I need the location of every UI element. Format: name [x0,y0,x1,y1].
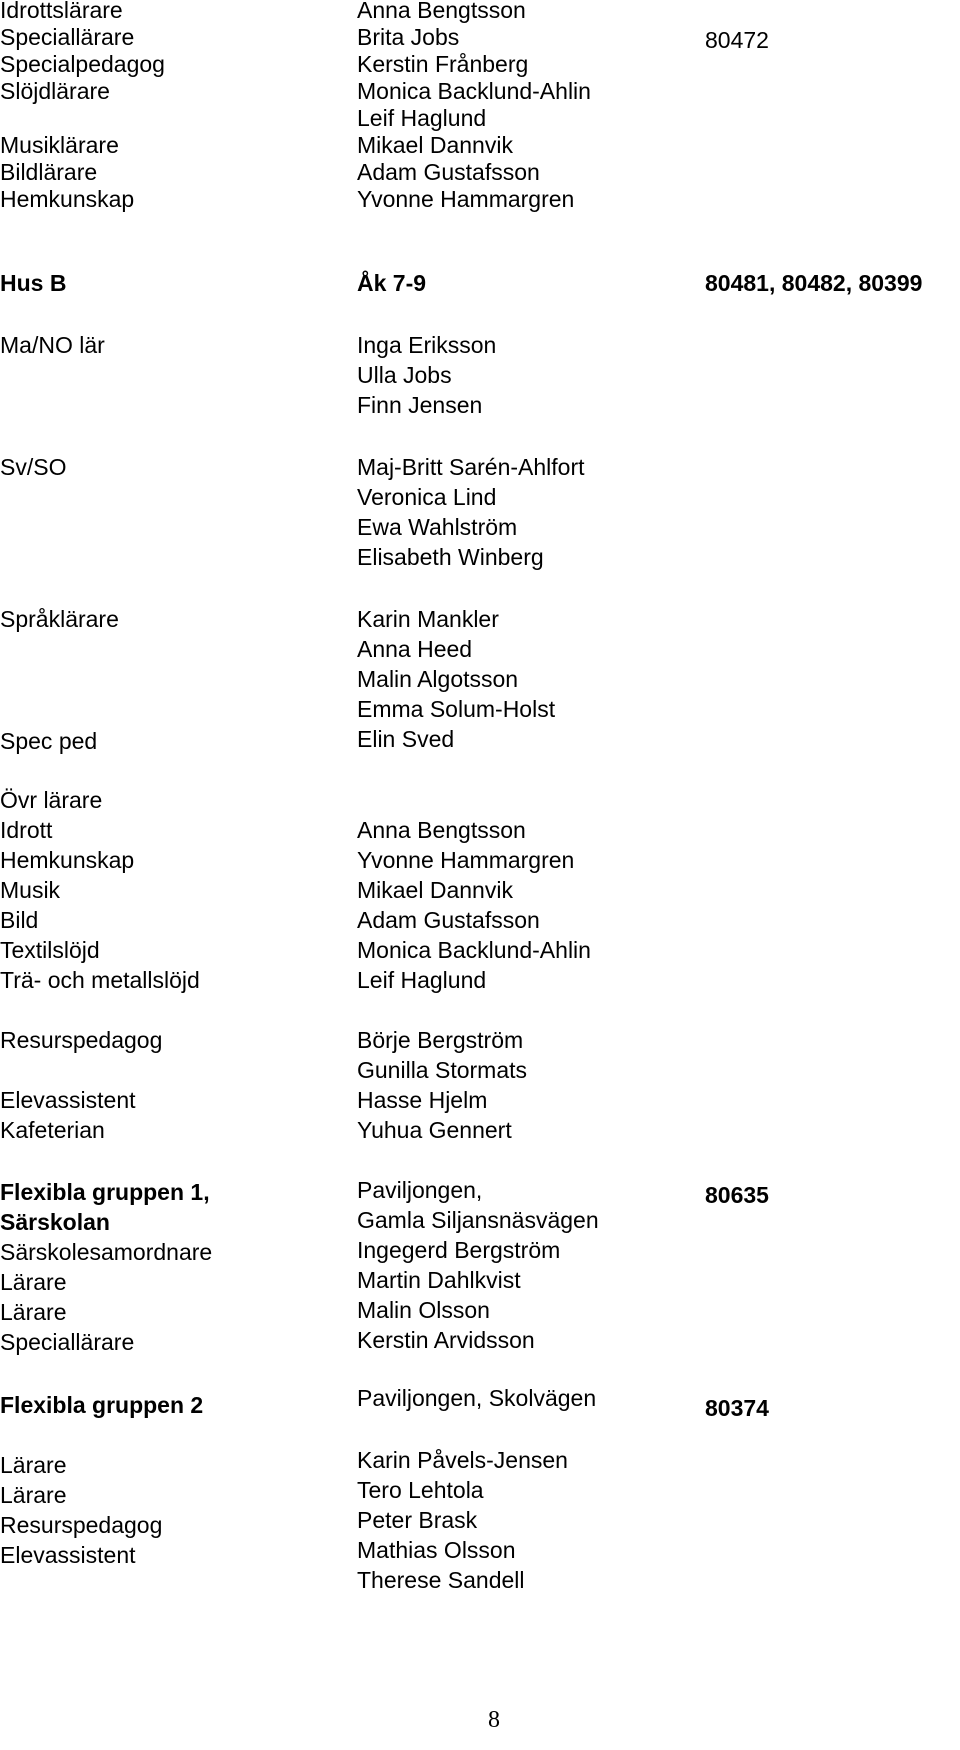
role: Resurspedagog [0,1027,163,1053]
person-name: Peter Brask [357,1507,478,1533]
role: Specialpedagog [0,51,165,77]
person-name: Gunilla Stormats [357,1057,528,1083]
person-name: Leif Haglund [357,105,487,131]
person-name: Mikael Dannvik [357,132,513,158]
role: Spec ped [0,728,98,754]
page-number: 8 [488,1707,500,1733]
person-name: Elin Sved [357,726,455,752]
role: Slöjdlärare [0,78,110,104]
person-name: Ulla Jobs [357,362,452,388]
person-name: Kerstin Arvidsson [357,1327,535,1353]
role: Lärare [0,1482,67,1508]
role: Speciallärare [0,24,135,50]
person-name: Anna Bengtsson [357,817,526,843]
person-name: Karin Påvels-Jensen [357,1447,568,1473]
location: Gamla Siljansnäsvägen [357,1207,599,1233]
group-title: Flexibla gruppen 2 [0,1392,204,1418]
section-heading: Övr lärare [0,787,103,813]
phone-number: 80374 [705,1395,769,1421]
person-name: Mikael Dannvik [357,877,513,903]
person-name: Monica Backlund-Ahlin [357,78,591,104]
person-name: Malin Algotsson [357,666,519,692]
person-name: Monica Backlund-Ahlin [357,937,591,963]
role: Språklärare [0,606,119,632]
person-name: Veronica Lind [357,484,497,510]
person-name: Malin Olsson [357,1297,490,1323]
group-subtitle: Särskolan [0,1209,110,1235]
person-name: Anna Heed [357,636,473,662]
person-name: Therese Sandell [357,1567,525,1593]
phone-number: 80472 [705,27,769,53]
group-title: Flexibla gruppen 1, [0,1179,210,1205]
role: Musik [0,877,61,903]
person-name: Ewa Wahlström [357,514,518,540]
person-name: Börje Bergström [357,1027,524,1053]
phone-number: 80635 [705,1182,769,1208]
role: Elevassistent [0,1087,136,1113]
person-name: Tero Lehtola [357,1477,484,1503]
role: Sv/SO [0,454,67,480]
person-name: Maj-Britt Sarén-Ahlfort [357,454,585,480]
role: Resurspedagog [0,1512,163,1538]
role: Idrott [0,817,53,843]
person-name: Emma Solum-Holst [357,696,556,722]
person-name: Adam Gustafsson [357,907,540,933]
location: Paviljongen, [357,1177,483,1203]
role: Elevassistent [0,1542,136,1568]
role: Trä- och metallslöjd [0,967,200,993]
person-name: Martin Dahlkvist [357,1267,521,1293]
person-name: Leif Haglund [357,967,487,993]
role: Lärare [0,1269,67,1295]
role: Speciallärare [0,1329,135,1355]
role: Kafeterian [0,1117,105,1143]
person-name: Ingegerd Bergström [357,1237,561,1263]
role: Ma/NO lär [0,332,105,358]
person-name: Yvonne Hammargren [357,186,575,212]
role: Idrottslärare [0,0,123,23]
person-name: Elisabeth Winberg [357,544,544,570]
person-name: Kerstin Frånberg [357,51,529,77]
person-name: Finn Jensen [357,392,483,418]
person-name: Yvonne Hammargren [357,847,575,873]
person-name: Brita Jobs [357,24,460,50]
role: Hemkunskap [0,847,135,873]
role: Textilslöjd [0,937,100,963]
person-name: Yuhua Gennert [357,1117,512,1143]
role: Musiklärare [0,132,119,158]
role: Särskolesamordnare [0,1239,213,1265]
person-name: Anna Bengtsson [357,0,526,23]
grade-label: Åk 7-9 [357,270,427,296]
location: Paviljongen, Skolvägen [357,1385,597,1411]
role: Hemkunskap [0,186,135,212]
phone-numbers: 80481, 80482, 80399 [705,270,923,296]
person-name: Inga Eriksson [357,332,497,358]
role: Bildlärare [0,159,98,185]
person-name: Karin Mankler [357,606,499,632]
section-title: Hus B [0,270,67,296]
role: Lärare [0,1299,67,1325]
person-name: Adam Gustafsson [357,159,540,185]
role: Bild [0,907,39,933]
person-name: Mathias Olsson [357,1537,516,1563]
person-name: Hasse Hjelm [357,1087,488,1113]
role: Lärare [0,1452,67,1478]
